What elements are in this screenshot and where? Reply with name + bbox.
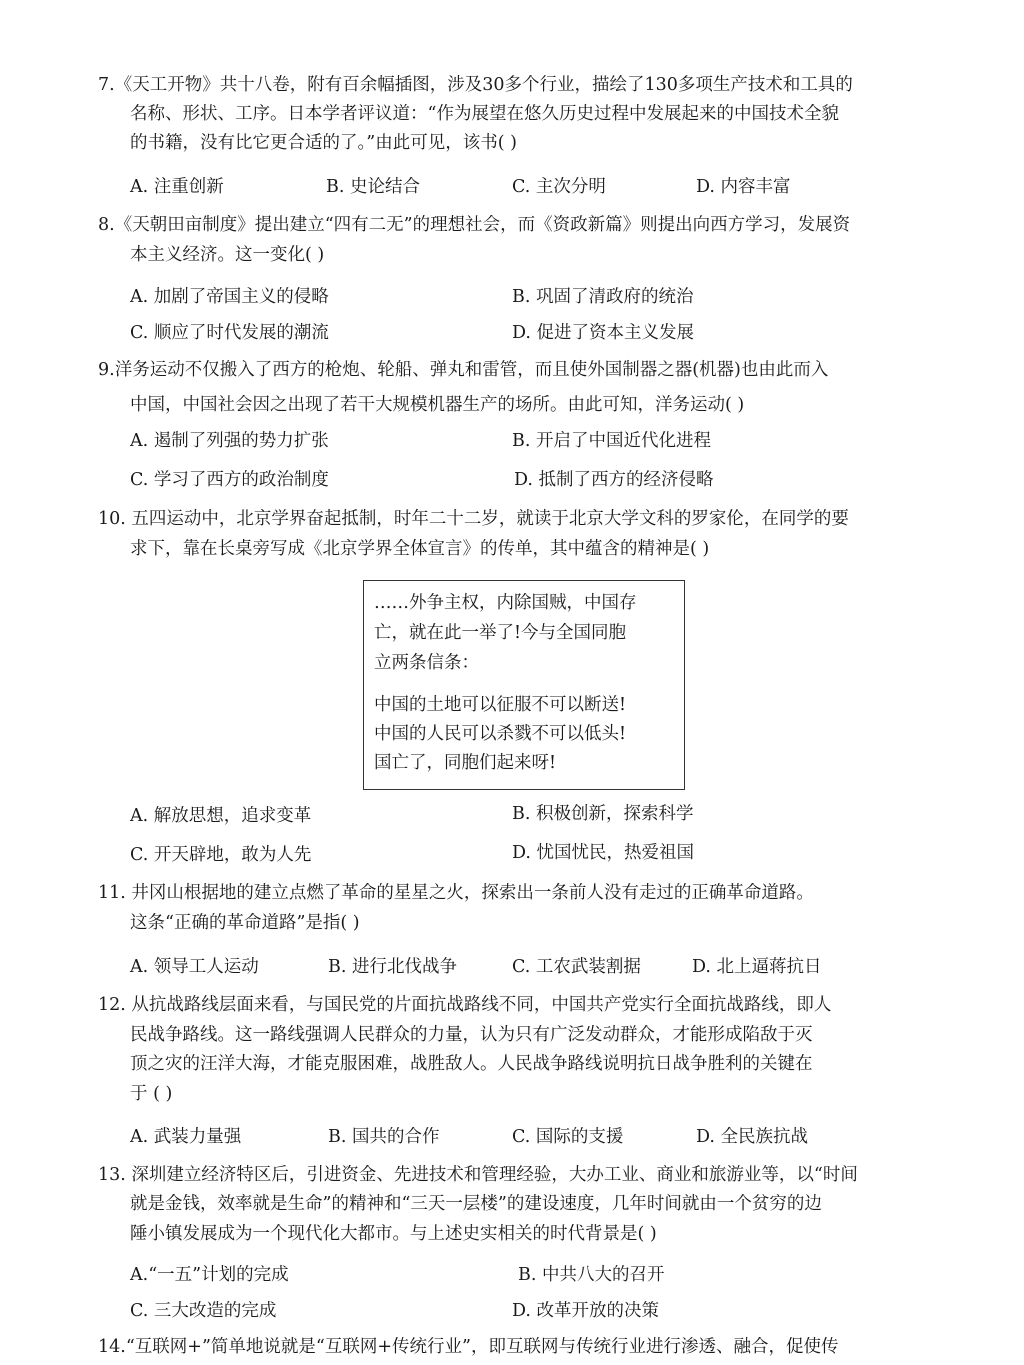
- question-text-line: 8.《天朝田亩制度》提出建立“四有二无”的理想社会，而《资政新篇》则提出向西方学习，发展资: [98, 215, 851, 235]
- quote-line: 立两条信条：: [374, 653, 479, 673]
- option-d: D. 北上逼蒋抗日: [692, 957, 822, 977]
- question-text-line: 10. 五四运动中，北京学界奋起抵制，时年二十二岁，就读于北京大学文科的罗家伦，在同学的要: [98, 509, 849, 529]
- option-d: D. 全民族抗战: [696, 1127, 809, 1147]
- question-text-line: 顶之灾的汪洋大海，才能克服困难，战胜敌人。人民战争路线说明抗日战争胜利的关键在: [130, 1054, 813, 1074]
- quote-box: [363, 580, 685, 790]
- option-a: A. 注重创新: [130, 177, 224, 197]
- option-b: B. 国共的合作: [328, 1127, 440, 1147]
- quote-line: 中国的人民可以杀戮不可以低头!: [374, 724, 627, 744]
- option-c: C. 国际的支援: [512, 1127, 624, 1147]
- question-text-line: 本主义经济。这一变化( ): [130, 245, 325, 265]
- option-b: B. 史论结合: [326, 177, 420, 197]
- option-a: A. 遏制了列强的势力扩张: [130, 431, 329, 451]
- question-text-line: 12. 从抗战路线层面来看，与国民党的片面抗战路线不同，中国共产党实行全面抗战路线，即人: [98, 995, 832, 1015]
- option-c: C. 开天辟地，敢为人先: [130, 845, 312, 865]
- question-text-line: 这条“正确的革命道路”是指( ): [130, 913, 360, 933]
- option-b: B. 积极创新，探索科学: [512, 804, 694, 824]
- option-a: A. 加剧了帝国主义的侵略: [130, 287, 329, 307]
- question-text-line: 的书籍，没有比它更合适的了。”由此可见，该书( ): [130, 133, 517, 153]
- question-text-line: 陲小镇发展成为一个现代化大都市。与上述史实相关的时代背景是( ): [130, 1224, 657, 1244]
- question-text-line: 名称、形状、工序。日本学者评议道：“作为展望在悠久历史过程中发展起来的中国技术全貌: [130, 104, 839, 124]
- question-text-line: 就是金钱，效率就是生命”的精神和“三天一层楼”的建设速度，几年时间就由一个贫穷的边: [130, 1194, 822, 1214]
- option-b: B. 巩固了清政府的统治: [512, 287, 694, 307]
- option-c: C. 学习了西方的政治制度: [130, 470, 329, 490]
- quote-line: 亡，就在此一举了!今与全国同胞: [374, 623, 627, 643]
- option-d: D. 内容丰富: [696, 177, 791, 197]
- option-d: D. 忧国忧民，热爱祖国: [512, 843, 695, 863]
- question-text-line: 14.“互联网+”简单地说就是“互联网+传统行业”，即互联网与传统行业进行渗透、融合，促使传: [98, 1337, 839, 1357]
- question-text-line: 求下，靠在长桌旁写成《北京学界全体宣言》的传单，其中蕴含的精神是( ): [130, 539, 710, 559]
- option-b: B. 进行北伐战争: [328, 957, 457, 977]
- option-c: C. 顺应了时代发展的潮流: [130, 323, 329, 343]
- option-c: C. 主次分明: [512, 177, 606, 197]
- option-d: D. 促进了资本主义发展: [512, 323, 695, 343]
- option-d: D. 抵制了西方的经济侵略: [514, 470, 714, 490]
- option-c: C. 工农武装割据: [512, 957, 641, 977]
- question-text-line: 于 ( ): [130, 1084, 173, 1104]
- option-a: A. 解放思想，追求变革: [130, 806, 312, 826]
- question-text-line: 民战争路线。这一路线强调人民群众的力量，认为只有广泛发动群众，才能形成陷敌于灭: [130, 1025, 813, 1045]
- quote-line: 国亡了，同胞们起来呀!: [374, 753, 557, 773]
- question-text-line: 13. 深圳建立经济特区后，引进资金、先进技术和管理经验，大办工业、商业和旅游业等，以“时间: [98, 1165, 858, 1185]
- option-c: C. 三大改造的完成: [130, 1301, 277, 1321]
- quote-line: 中国的土地可以征服不可以断送!: [374, 695, 627, 715]
- option-a: A.“一五”计划的完成: [130, 1265, 289, 1285]
- option-d: D. 改革开放的决策: [512, 1301, 660, 1321]
- question-text-line: 9.洋务运动不仅搬入了西方的枪炮、轮船、弹丸和雷管，而且使外国制器之器(机器)也由此而入: [98, 360, 829, 380]
- option-b: B. 中共八大的召开: [518, 1265, 665, 1285]
- question-text-line: 7.《天工开物》共十八卷，附有百余幅插图，涉及30多个行业，描绘了130多项生产技术和工具的: [98, 75, 853, 95]
- question-text-line: 11. 井冈山根据地的建立点燃了革命的星星之火，探索出一条前人没有走过的正确革命道路。: [98, 883, 814, 903]
- option-a: A. 武装力量强: [130, 1127, 242, 1147]
- quote-line: ……外争主权，内除国贼，中国存: [374, 593, 637, 613]
- option-a: A. 领导工人运动: [130, 957, 259, 977]
- question-text-line: 中国，中国社会因之出现了若干大规模机器生产的场所。由此可知，洋务运动( ): [130, 395, 745, 415]
- option-b: B. 开启了中国近代化进程: [512, 431, 711, 451]
